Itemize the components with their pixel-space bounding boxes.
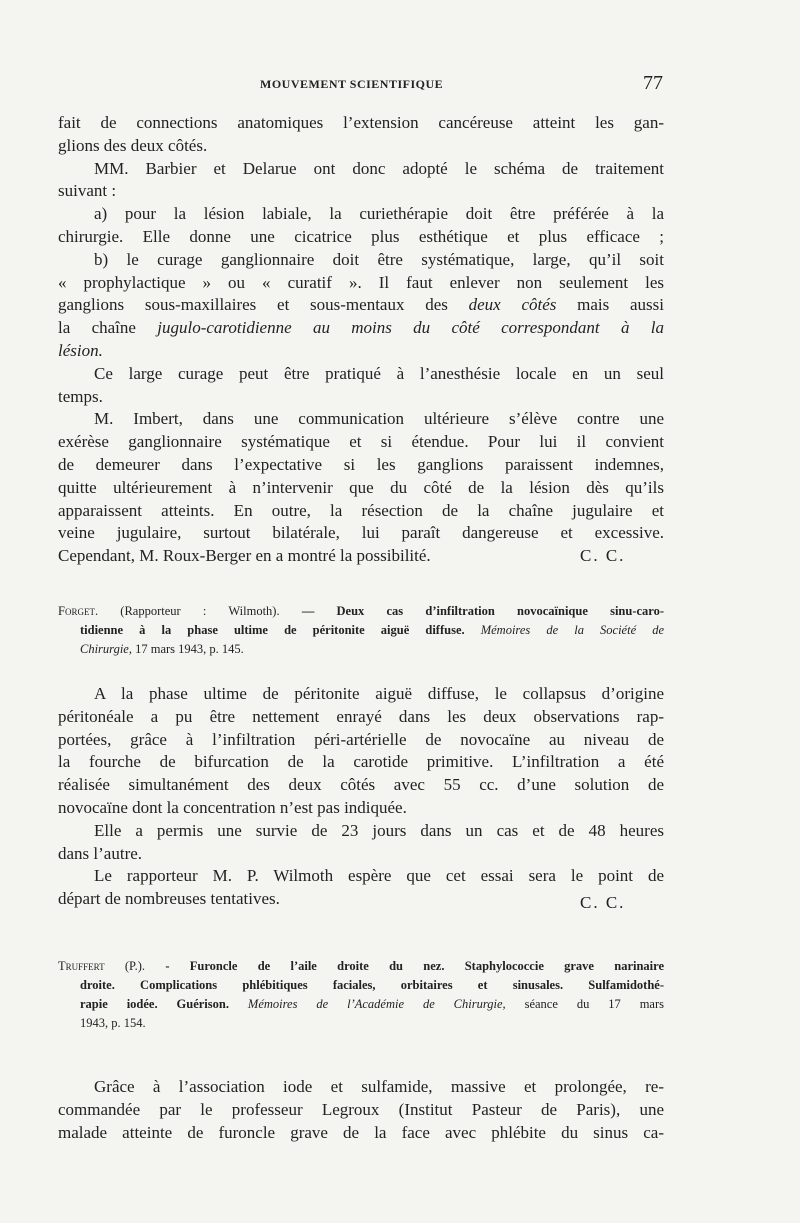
text-line: a) pour la lésion labiale, la curiethérapie doit être préférée à la: [94, 204, 664, 224]
reference-journal: Mémoires de la Société de: [480, 623, 665, 637]
text-line: glions des deux côtés.: [58, 135, 208, 155]
text-line: novocaïne dont la concentration n’est pas indiquée.: [58, 797, 407, 817]
text-line: Cependant, M. Roux-Berger en a montré la possibilité.: [58, 546, 431, 566]
text-line: péritonéale a pu être nettement enrayé dans les deux observations rap-: [58, 706, 664, 726]
text-line: portées, grâce à l’infiltration péri-artérielle de novocaïne au niveau de: [58, 729, 664, 749]
italic-run: deux côtés: [468, 295, 557, 315]
reference-date: 17 mars 1943, p. 145.: [135, 642, 244, 656]
reference-entry-1: [58, 602, 664, 659]
text-line: quitte ultérieurement à n’intervenir que du côté de la lésion dès qu’ils: [58, 477, 664, 497]
text-line: MM. Barbier et Delarue ont donc adopté le schéma de traitement: [94, 158, 664, 178]
text-line: [58, 294, 664, 317]
italic-run: jugulo-carotidienne au moins du côté correspondant à la: [157, 318, 664, 338]
text-line: chirurgie. Elle donne une cicatrice plus esthétique et plus efficace ;: [58, 226, 664, 246]
reference-line: [58, 640, 664, 659]
running-title: MOUVEMENT SCIENTIFIQUE: [260, 77, 444, 91]
text-line: [58, 317, 664, 340]
text-run: ganglions sous-maxillaires et sous-mentaux des: [58, 295, 448, 315]
article-body-1: [58, 112, 664, 568]
text-run: la chaîne: [58, 318, 136, 338]
text-line: veine jugulaire, surtout bilatérale, lui paraît dangereuse et excessive.: [58, 523, 664, 543]
text-line: de demeurer dans l’expectative si les ganglions paraissent indemnes,: [58, 454, 664, 474]
reference-rapporteur: (Rapporteur : Wilmoth).: [120, 604, 280, 618]
reference-date: 1943, p. 154.: [80, 1016, 146, 1030]
reference-line: [58, 957, 664, 976]
text-line: exérèse ganglionnaire systématique et si étendue. Pour lui il convient: [58, 432, 664, 452]
text-line: A la phase ultime de péritonite aiguë diffuse, le collapsus d’origine: [94, 684, 664, 703]
reference-title: tidienne à la phase ultime de péritonite aiguë diffuse.: [80, 623, 465, 637]
article-body-2: [58, 683, 664, 911]
signature: C. C.: [580, 546, 626, 565]
text-line: lésion.: [58, 340, 103, 360]
text-line: temps.: [58, 386, 103, 406]
text-line: M. Imbert, dans une communication ultérieure s’élève contre une: [94, 409, 664, 429]
reference-line: [58, 995, 664, 1014]
page-number: 77: [643, 72, 663, 94]
reference-line: [58, 976, 664, 995]
signature: C. C.: [580, 893, 626, 912]
reference-journal: Mémoires de l’Académie de Chirurgie,: [247, 997, 506, 1011]
text-line: malade atteinte de furoncle grave de la face avec phlébite du sinus ca-: [58, 1122, 664, 1142]
article-body-3: [58, 1076, 664, 1144]
text-line: départ de nombreuses tentatives.: [58, 889, 280, 909]
reference-author: Truffert (P.).: [58, 959, 146, 973]
reference-author: Forget.: [58, 604, 99, 618]
text-line: suivant :: [58, 181, 117, 201]
text-run: mais aussi: [577, 295, 665, 315]
reference-title: - Furoncle de l’aile droite du nez. Staphylococcie grave narinaire: [165, 959, 665, 973]
text-line: Elle a permis une survie de 23 jours dans un cas et de 48 heures: [94, 820, 664, 840]
reference-line: [58, 1014, 664, 1033]
reference-line: [58, 602, 664, 621]
text-line: apparaissent atteints. En outre, la résection de la chaîne jugulaire et: [58, 500, 664, 520]
reference-journal: Chirurgie,: [80, 642, 132, 656]
text-line: Le rapporteur M. P. Wilmoth espère que cet essai sera le point de: [94, 866, 664, 886]
reference-title: rapie iodée. Guérison.: [80, 997, 229, 1011]
reference-title: droite. Complications phlébitiques faciales, orbitaires et sinusales. Sulfamidothé-: [80, 978, 664, 992]
text-line: fait de connections anatomiques l’extension cancéreuse atteint les gan-: [58, 113, 664, 132]
text-line: Ce large curage peut être pratiqué à l’anesthésie locale en un seul: [94, 363, 664, 383]
text-line: la fourche de bifurcation de la carotide primitive. L’infiltration a été: [58, 752, 664, 772]
reference-entry-2: [58, 957, 664, 1033]
text-line: « prophylactique » ou « curatif ». Il faut enlever non seulement les: [58, 272, 664, 292]
text-line: commandée par le professeur Legroux (Institut Pasteur de Paris), une: [58, 1099, 664, 1119]
reference-title: — Deux cas d’infiltration novocaïnique sinu-caro-: [301, 604, 665, 618]
text-line: b) le curage ganglionnaire doit être systématique, large, qu’il soit: [94, 249, 664, 269]
reference-date: séance du 17 mars: [524, 997, 664, 1011]
reference-line: [58, 621, 664, 640]
text-line: réalisée simultanément des deux côtés avec 55 cc. d’une solution de: [58, 775, 664, 795]
text-line: Grâce à l’association iode et sulfamide, massive et prolongée, re-: [94, 1077, 664, 1096]
text-line: dans l’autre.: [58, 843, 143, 863]
